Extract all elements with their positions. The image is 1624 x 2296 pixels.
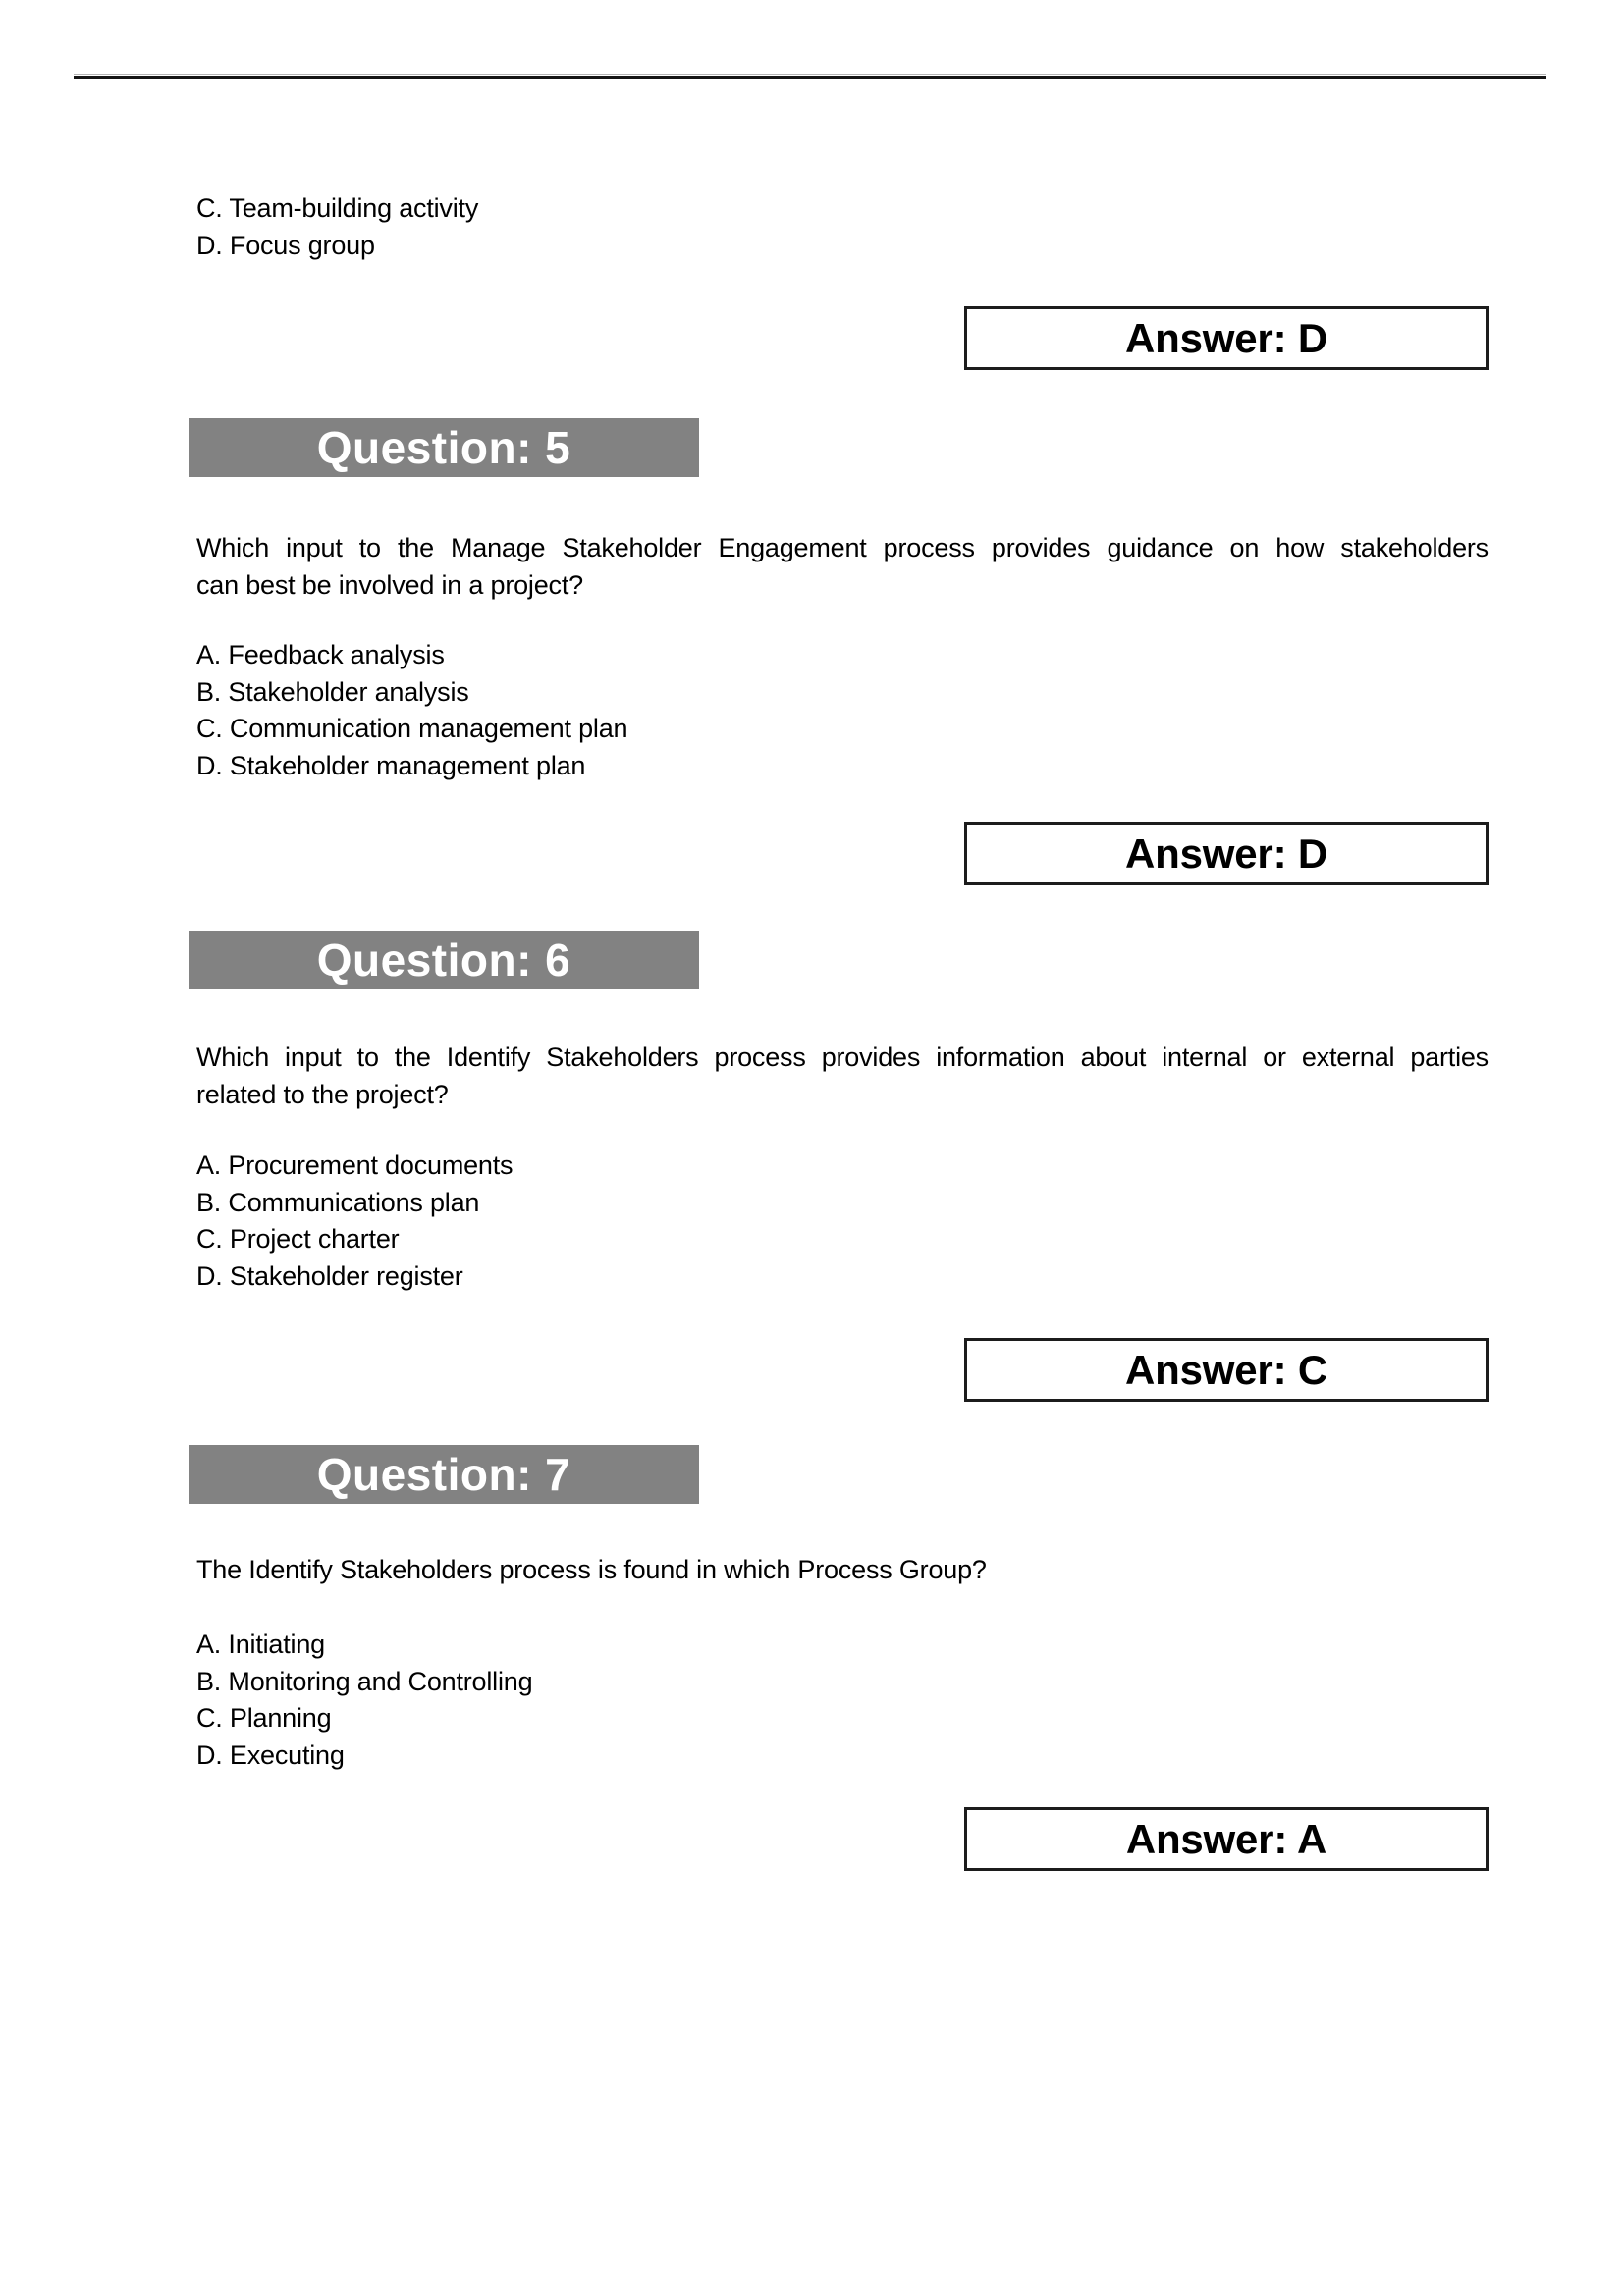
option-line: A. Feedback analysis: [196, 640, 445, 669]
option-line: D. Focus group: [196, 230, 375, 260]
question-6-text: [196, 1040, 1489, 1113]
question-7-text: [196, 1552, 1489, 1589]
option-line: C. Team-building activity: [196, 193, 479, 223]
question-7-header-label: Question: 7: [316, 1449, 571, 1500]
question-7-options: [196, 1627, 1489, 1774]
option-line: B. Communications plan: [196, 1187, 480, 1217]
option-line: B. Stakeholder analysis: [196, 676, 469, 707]
option-line: D. Executing: [196, 1739, 345, 1770]
question-6-header-bar: [189, 931, 699, 989]
question-text-line: can best be involved in a project?: [196, 569, 583, 600]
question-text-line: The Identify Stakeholders process is found in which Process Group?: [196, 1555, 987, 1584]
question-6-options: [196, 1148, 1489, 1295]
question-text-line: Which input to the Identify Stakeholders process provides information about internal or external parties: [196, 1042, 1489, 1072]
option-line: A. Procurement documents: [196, 1150, 514, 1180]
question-6-header-label: Question: 6: [316, 934, 571, 986]
question-text-line: Which input to the Manage Stakeholder Engagement process provides guidance on how stakeholders: [196, 533, 1489, 562]
answer-label: Answer: D: [1125, 829, 1327, 877]
option-line: A. Initiating: [196, 1629, 325, 1659]
question-5-header-label: Question: 5: [316, 422, 571, 473]
answer-box: [964, 306, 1489, 370]
question-5-text: [196, 530, 1489, 604]
option-line: C. Planning: [196, 1703, 332, 1733]
previous-question-options: [196, 190, 1489, 264]
answer-box: [964, 1807, 1489, 1871]
answer-label: Answer: D: [1125, 314, 1327, 361]
option-line: D. Stakeholder register: [196, 1260, 463, 1291]
option-line: C. Communication management plan: [196, 714, 628, 743]
answer-box: [964, 822, 1489, 885]
option-line: C. Project charter: [196, 1224, 400, 1254]
question-5-options: [196, 637, 1489, 784]
answer-label: Answer: A: [1125, 1815, 1327, 1862]
option-line: B. Monitoring and Controlling: [196, 1666, 533, 1696]
question-7-header-bar: [189, 1445, 699, 1504]
question-5-header-bar: [189, 418, 699, 477]
answer-box: [964, 1338, 1489, 1402]
option-line: D. Stakeholder management plan: [196, 750, 586, 780]
header-rule: [74, 74, 1546, 79]
answer-label: Answer: C: [1125, 1346, 1327, 1393]
question-text-line: related to the project?: [196, 1079, 449, 1109]
